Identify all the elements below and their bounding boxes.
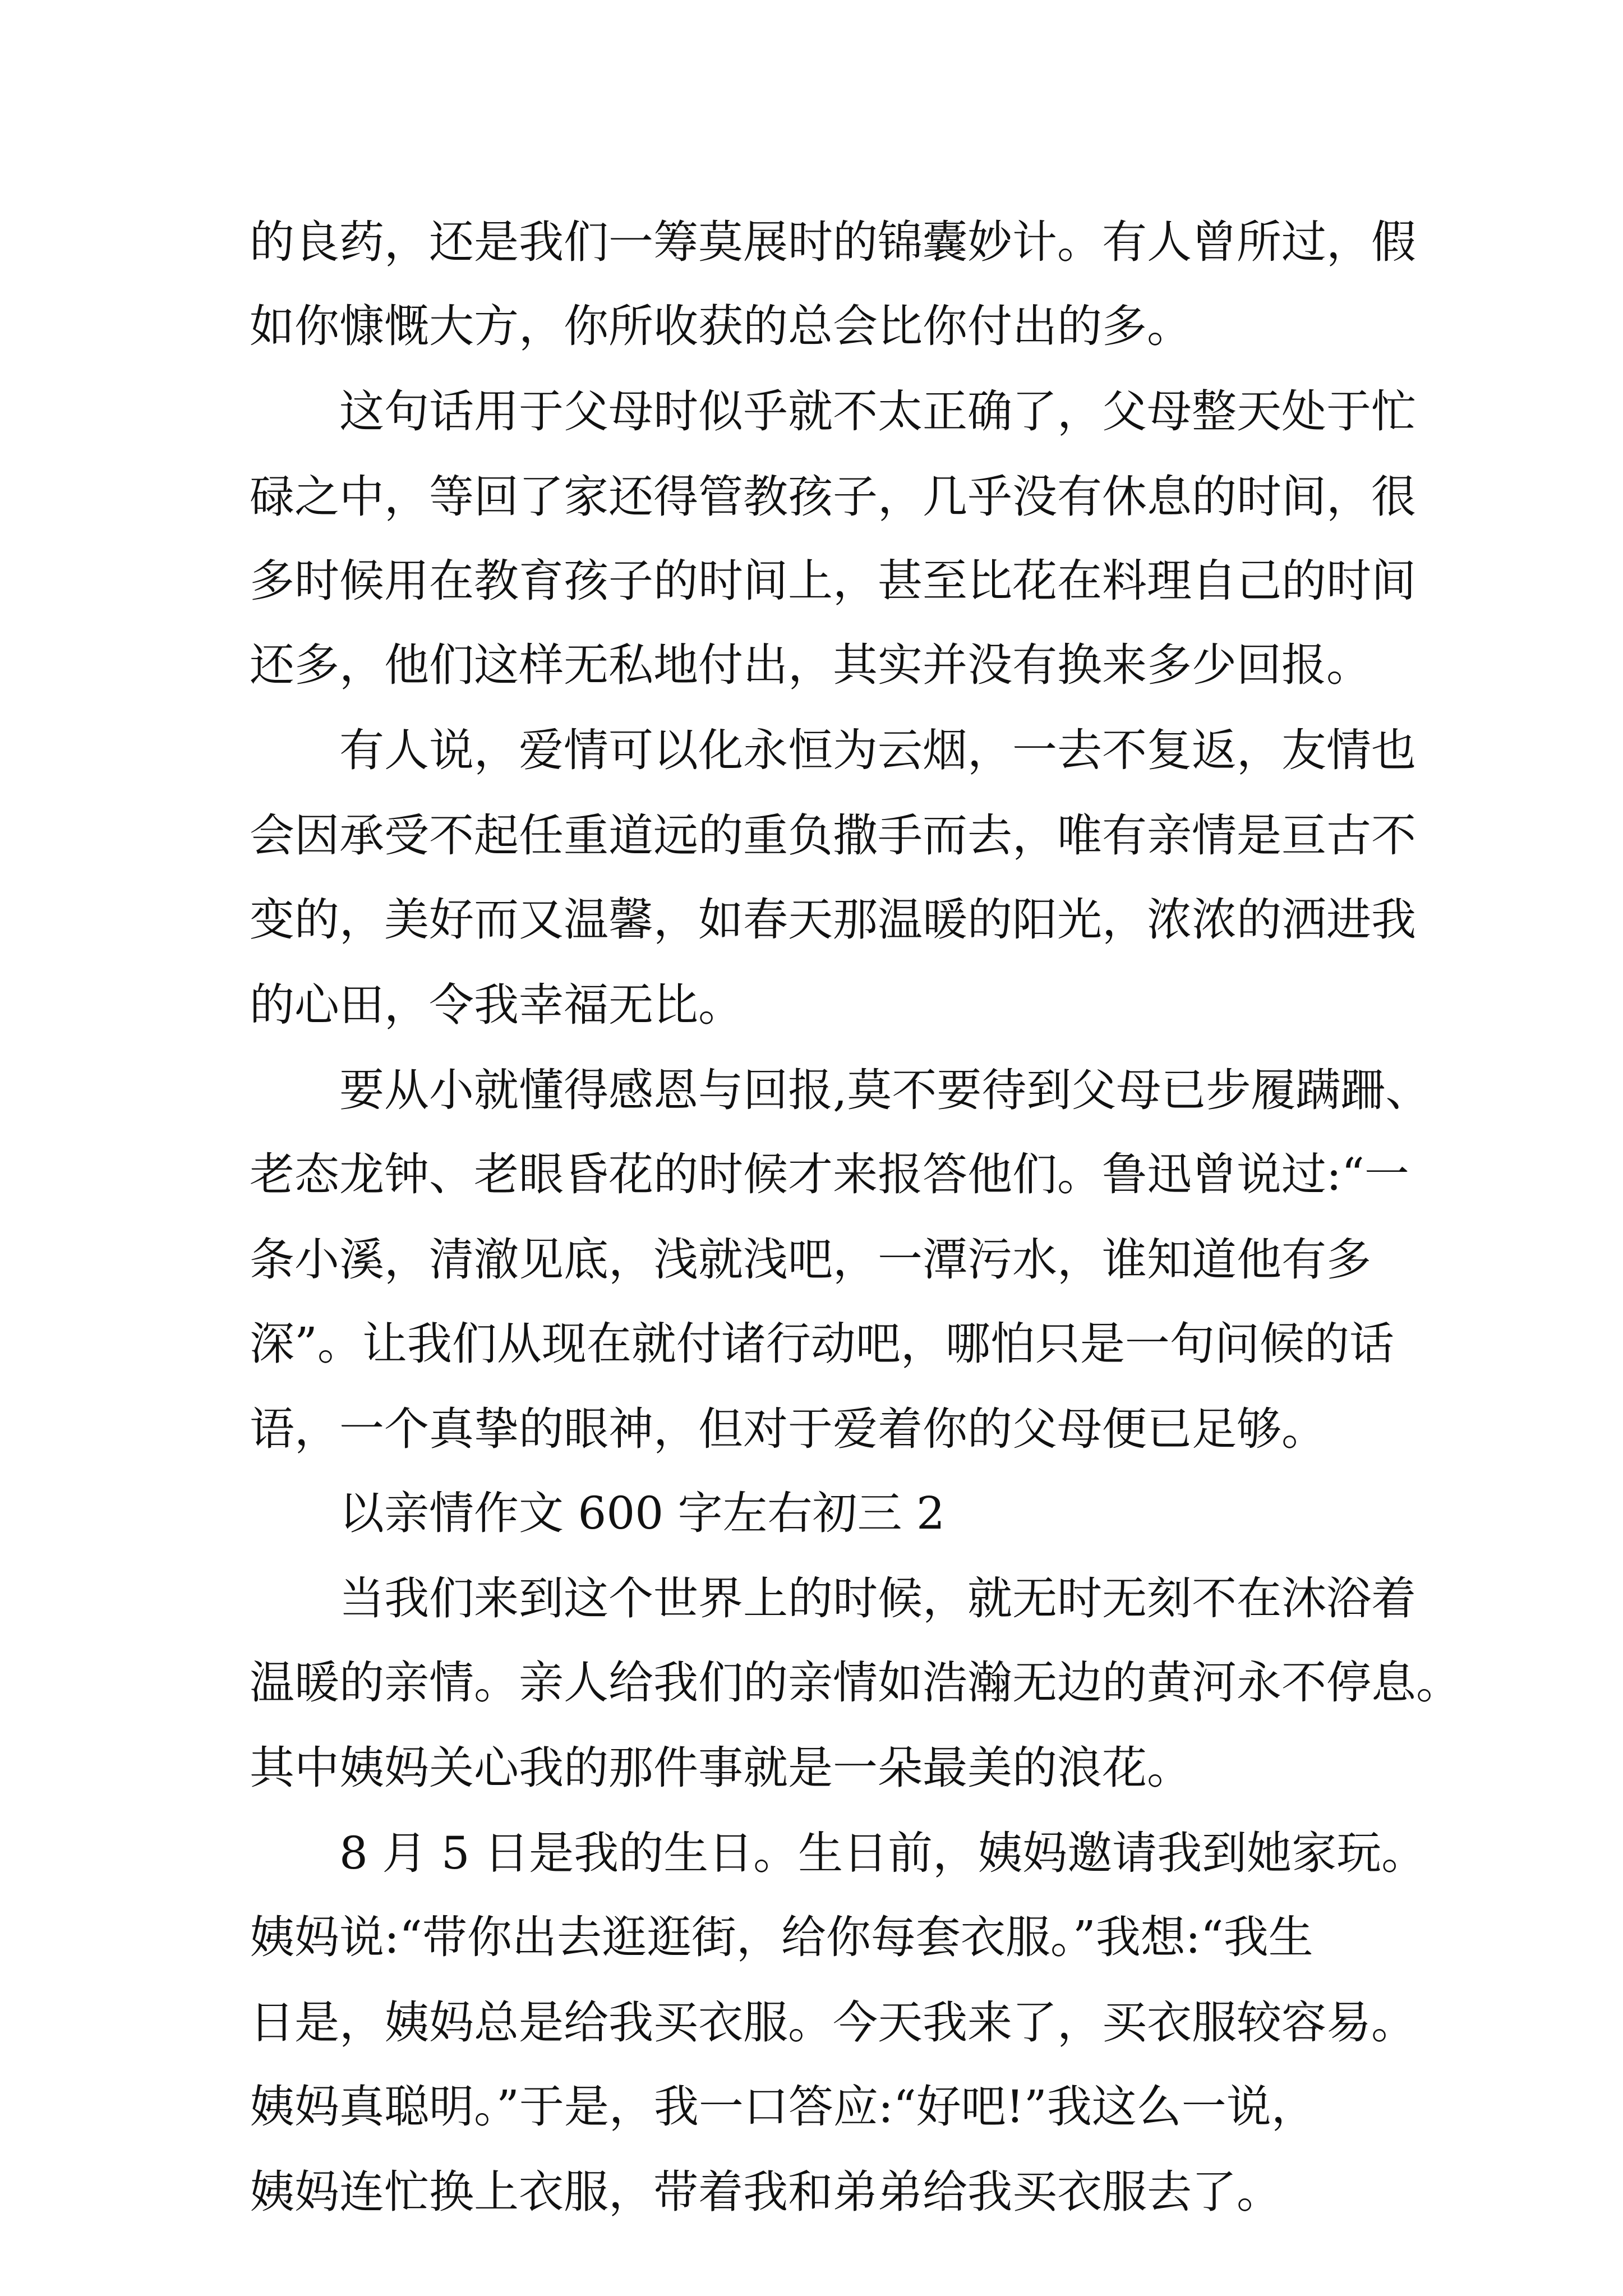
text-line: 8 月 5 日是我的生日。生日前，姨妈邀请我到她家玩。	[339, 1827, 1427, 1879]
text-line: 有人说，爱情可以化永恒为云烟，一去不复返，友情也	[339, 724, 1416, 776]
text-line: 姨妈说:“带你出去逛逛街，给你每套衣服。”我想:“我生	[250, 1911, 1313, 1963]
text-line: 其中姨妈关心我的那件事就是一朵最美的浪花。	[250, 1742, 1192, 1794]
text-line: 变的，美好而又温馨，如春天那温暖的阳光，浓浓的洒进我	[250, 894, 1416, 946]
text-line: 姨妈真聪明。”于是，我一口答应:“好吧!”我这么一说，	[250, 2081, 1316, 2133]
text-line: 的良药，还是我们一筹莫展时的锦囊妙计。有人曾所过，假	[250, 216, 1416, 268]
text-line: 碌之中，等回了家还得管教孩子，几乎没有休息的时间，很	[250, 471, 1416, 523]
text-line: 深”。让我们从现在就付诸行动吧，哪怕只是一句问候的话	[250, 1318, 1394, 1370]
text-line: 多时候用在教育孩子的时间上，甚至比花在料理自己的时间	[250, 555, 1416, 607]
text-line: 日是，姨妈总是给我买衣服。今天我来了，买衣服较容易。	[250, 1996, 1416, 2049]
text-line: 条小溪，清澈见底，浅就浅吧，一潭污水，谁知道他有多	[250, 1234, 1371, 1286]
text-line: 如你慷慨大方，你所收获的总会比你付出的多。	[250, 300, 1192, 352]
text-line: 这句话用于父母时似乎就不太正确了，父母整天处于忙	[339, 385, 1416, 438]
text-line: 老态龙钟、老眼昏花的时候才来报答他们。鲁迅曾说过:“一	[250, 1148, 1409, 1200]
section-heading: 以亲情作文 600 字左右初三 2	[339, 1487, 945, 1539]
text-line: 的心田，令我幸福无比。	[250, 979, 743, 1031]
text-line: 还多，他们这样无私地付出，其实并没有换来多少回报。	[250, 639, 1371, 691]
text-line: 温暖的亲情。亲人给我们的亲情如浩瀚无边的黄河永不停息。	[250, 1657, 1461, 1709]
text-line: 要从小就懂得感恩与回报,莫不要待到父母已步履蹒跚、	[339, 1064, 1431, 1116]
text-line: 姨妈连忙换上衣服，带着我和弟弟给我买衣服去了。	[250, 2166, 1281, 2218]
text-line: 会因承受不起任重道远的重负撒手而去，唯有亲情是亘古不	[250, 809, 1416, 862]
text-line: 当我们来到这个世界上的时候，就无时无刻不在沐浴着	[339, 1572, 1416, 1625]
text-line: 语，一个真挚的眼神，但对于爱着你的父母便已足够。	[250, 1403, 1326, 1455]
